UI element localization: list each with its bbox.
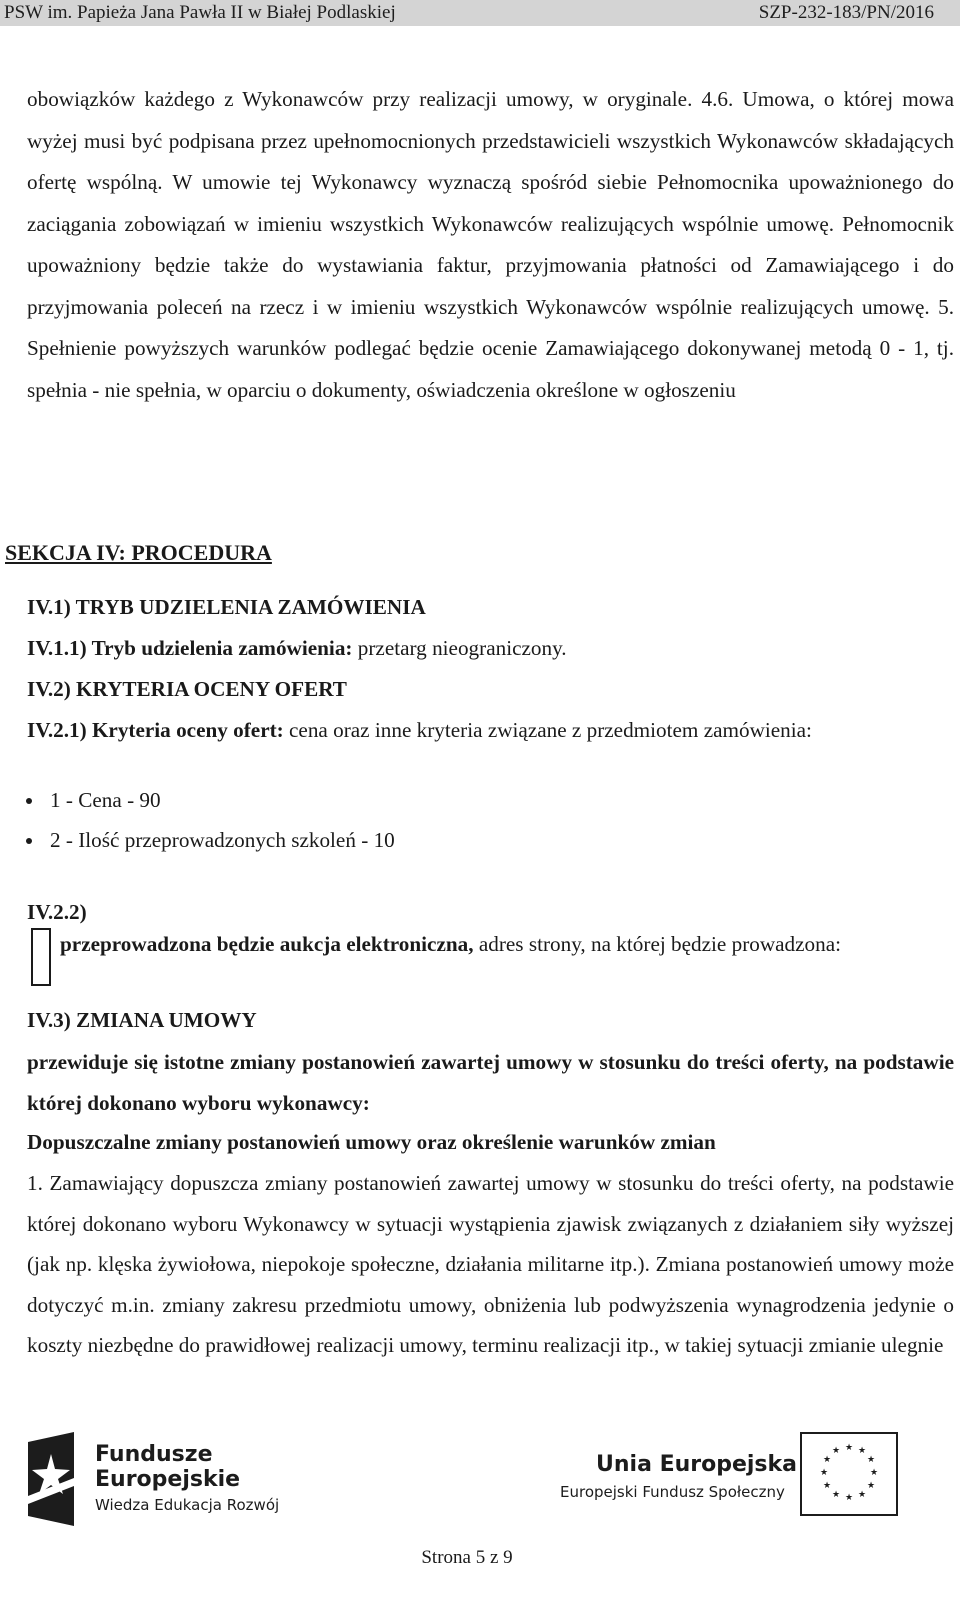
fe-tagline: Wiedza Edukacja Rozwój: [95, 1496, 280, 1514]
iv3-heading: IV.3) ZMIANA UMOWY: [27, 1008, 257, 1032]
page-header: [0, 0, 960, 26]
svg-text:★: ★: [822, 1481, 832, 1491]
iv11-line: [27, 635, 954, 661]
fe-line2: Europejskie: [95, 1467, 241, 1492]
iv21-line: [27, 717, 954, 743]
iv21-label: IV.2.1) Kryteria oceny ofert:: [27, 718, 284, 742]
svg-text:★: ★: [866, 1455, 876, 1465]
svg-text:★: ★: [857, 1446, 867, 1456]
iv11-label: IV.1.1) Tryb udzielenia zamówienia:: [27, 636, 353, 660]
header-institution: PSW im. Papieża Jana Pawła II w Białej Podlaskiej: [4, 2, 396, 23]
auction-text: [60, 931, 926, 957]
page-number: Strona 5 z 9: [421, 1547, 513, 1568]
iv22-heading: IV.2.2): [27, 900, 87, 924]
svg-text:★: ★: [831, 1446, 841, 1456]
eu-flag-icon: [800, 1432, 898, 1516]
svg-text:★: ★: [857, 1490, 867, 1500]
iv21-value: cena oraz inne kryteria związane z przedmiotem zamówienia:: [283, 718, 812, 742]
iv2-heading: IV.2) KRYTERIA OCENY OFERT: [27, 677, 347, 701]
svg-text:★: ★: [844, 1443, 854, 1453]
fundusze-europejskie-logo: [28, 1432, 328, 1527]
intro-paragraph: obowiązków każdego z Wykonawców przy realizacji umowy, w oryginale. 4.6. Umowa, o której mowa wyżej musi być podpisana przez upełnomocnionych przedstawicieli wszystkich Wykonawców składających ofertę wspólną. W umowie tej Wykonawcy wyznaczą spośród siebie Pełnomocnika upoważnionego do zaciągania zobowiązań w imieniu wszystkich Wykonawców realizujących wspólnie umowę. Pełnomocnik upoważniony będzie także do wystawiania faktur, przyjmowania płatności od Zamawiającego i do przyjmowania poleceń na rzecz i w imieniu wszystkich Wykonawców wspólnie realizujących umowę. 5. Spełnienie powyższych warunków podlegać będzie ocenie Zamawiającego dokonywanej metodą 0 - 1, tj. spełnia - nie spełnia, w oparciu o dokumenty, oświadczenia określone w ogłoszeniu: [27, 87, 954, 402]
footer-logos: [0, 1432, 960, 1532]
fe-star-icon: [28, 1432, 74, 1526]
auction-checkbox: [31, 928, 51, 986]
svg-text:★: ★: [822, 1455, 832, 1465]
ue-fund: Europejski Fundusz Społeczny: [560, 1483, 785, 1501]
iv3-bold-paragraph: przewiduje się istotne zmiany postanowień zawartej umowy w stosunku do treści oferty, na podstawie której dokonano wyboru wykonawcy:: [27, 1050, 954, 1115]
svg-text:★: ★: [819, 1468, 829, 1478]
iv11-value: przetarg nieograniczony.: [352, 636, 567, 660]
ue-name: Unia Europejska: [596, 1452, 798, 1477]
iv3-subheading: Dopuszczalne zmiany postanowień umowy oraz określenie warunków zmian: [27, 1130, 716, 1154]
svg-text:★: ★: [866, 1481, 876, 1491]
header-reference-number: SZP-232-183/PN/2016: [758, 2, 934, 23]
iv1-heading: IV.1) TRYB UDZIELENIA ZAMÓWIENIA: [27, 595, 426, 619]
fe-line1: Fundusze: [95, 1442, 213, 1467]
svg-text:★: ★: [869, 1468, 879, 1478]
iv3-text: 1. Zamawiający dopuszcza zmiany postanowień zawartej umowy w stosunku do treści oferty, na podstawie której dokonano wyboru Wykonawcy w sytuacji wystąpienia zjawisk związanych z działaniem siły wyższej (jak np. klęska żywiołowa, niepokoje społeczne, działania militarne itp.). Zmiana postanowień umowy może dotyczyć m.in. zmiany zakresu przedmiotu umowy, obniżenia lub podwyższenia wynagrodzenia jedynie o koszty niezbędne do prawidłowej realizacji umowy, terminu realizacji itp., w takiej sytuacji zmianie ulegnie: [27, 1171, 954, 1358]
eu-stars-icon: [802, 1434, 896, 1514]
bullet-icon: [26, 838, 32, 844]
criterion-text: 1 - Cena - 90: [50, 788, 161, 812]
bullet-icon: [26, 798, 32, 804]
svg-text:★: ★: [831, 1490, 841, 1500]
svg-text:★: ★: [844, 1493, 854, 1503]
auction-rest: adres strony, na której będzie prowadzona:: [473, 932, 842, 956]
auction-bold: przeprowadzona będzie aukcja elektroniczna,: [60, 932, 474, 956]
criterion-text: 2 - Ilość przeprowadzonych szkoleń - 10: [50, 828, 395, 852]
section-title: SEKCJA IV: PROCEDURA: [5, 540, 272, 565]
